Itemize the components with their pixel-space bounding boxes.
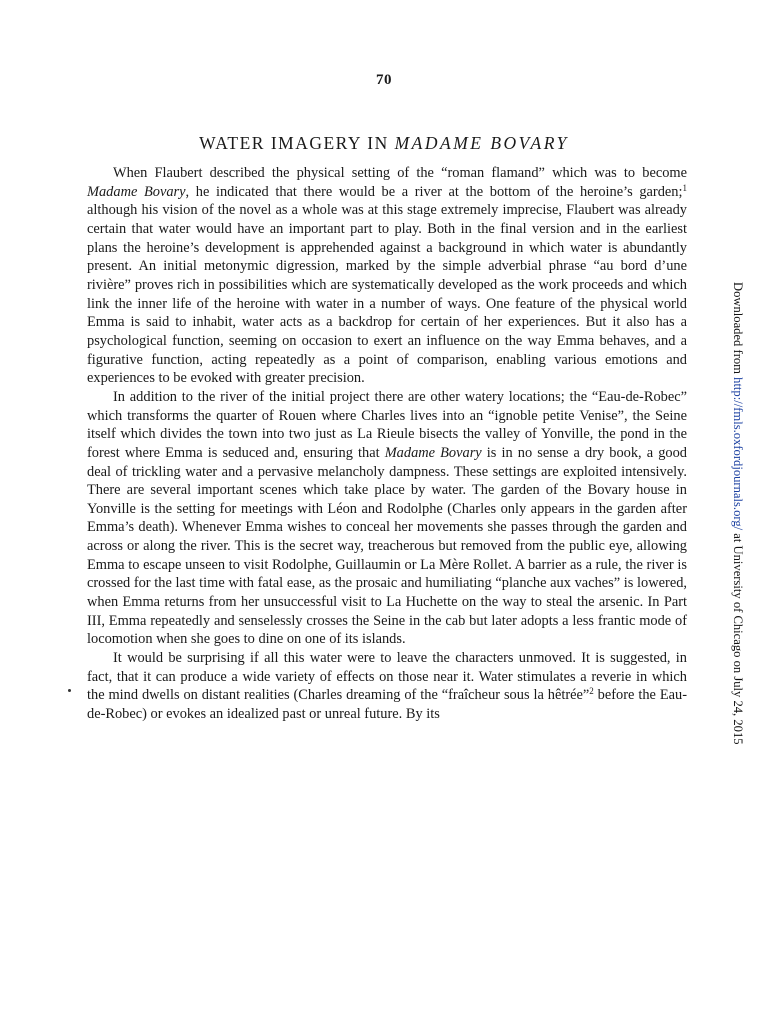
text-run: In addition to the river of the initial project there are other watery locations; the “Eau-de-Robec” which transforms the quarter of Rouen where Charles lives into an “ignoble petite Venise”, the Seine itself which divides the town into two just as La Rieule bisects the valley of Yonville, the pond in the forest where Emma is seduced and, ensuring that [87, 388, 687, 461]
article-body [87, 164, 687, 724]
text-run: before the Eau-de-Robec) or evokes an idealized past or unreal future. By its [87, 687, 687, 723]
watermark-prefix: Downloaded from [731, 282, 745, 378]
italic-text: Madame Bovary [384, 444, 482, 461]
footnote-marker: 1 [682, 182, 687, 193]
article-title [0, 133, 768, 154]
paragraph-3 [87, 649, 687, 724]
paragraph-2 [87, 388, 687, 649]
title-prefix: WATER IMAGERY IN [199, 133, 389, 153]
title-italic: MADAME BOVARY [394, 133, 569, 153]
text-run: although his vision of the novel as a whole was at this stage extremely imprecise, Flaubert was already certain that water would have an important part to play. Both in the final version and in the earliest plans the heroine’s development is apprehended against a background in which water is abundantly present. An initial metonymic digression, marked by the simple adverbial phrase “au bord d’une rivière” proves rich in possibilities which are systematically developed as the work proceeds and which link the inner life of the heroine with water in a number of ways. One feature of the physical world Emma is said to inhabit, water acts as a backdrop for certain of her experiences. But it also has a psychological function, seeming on occasion to exert an influence on the way Emma behaves, and a figurative function, acting repeatedly as a point of comparison, enabling various emotions and experiences to be evoked with greater precision. [87, 202, 687, 387]
text-run: When Flaubert described the physical setting of the “roman flamand” which was to become [113, 165, 687, 181]
paragraph-1 [87, 164, 687, 388]
stray-mark [68, 689, 71, 692]
page-number: 70 [376, 72, 392, 88]
download-watermark [725, 282, 745, 752]
footnote-marker: 2 [589, 686, 594, 697]
text-run: It would be surprising if all this water were to leave the characters unmoved. It is suggested, in fact, that it can produce a wide variety of effects on those near it. Water stimulates a reverie in which the mind dwells on distant realities (Charles dreaming of the “fraîcheur sous la hêtrée” [87, 650, 687, 704]
text-run: is in no sense a dry book, a good deal of trickling water and a pervasive melancholy dampness. These settings are exploited intensively. There are several important scenes which take place by water. The garden of the Bovary house in Yonville is the setting for meetings with Léon and Rodolphe (Charles only appears in the garden after Emma’s death). Whenever Emma wishes to conceal her movements she passes through the garden and across or along the river. This is the secret way, treacherous but removed from the public eye, allowing Emma to escape unseen to visit Rodolphe, Guillaumin or La Mère Rollet. A barrier as a rule, the river is crossed for the last time with fatal ease, as the prosaic and humiliating “planche aux vaches” is lowered, when Emma returns from her unsuccessful visit to La Huchette on the way to steal the arsenic. In Part III, Emma repeatedly and senselessly crosses the Seine in the cab but later adopts a less frantic mode of locomotion when she goes to dine on one of its islands. [87, 444, 687, 648]
watermark-link[interactable]: http://fmls.oxfordjournals.org/ [731, 377, 745, 531]
text-run: , he indicated that there would be a river at the bottom of the heroine’s garden; [185, 183, 683, 200]
italic-text: Madame Bovary [87, 183, 186, 200]
watermark-suffix: at University of Chicago on July 24, 2015 [731, 530, 745, 745]
